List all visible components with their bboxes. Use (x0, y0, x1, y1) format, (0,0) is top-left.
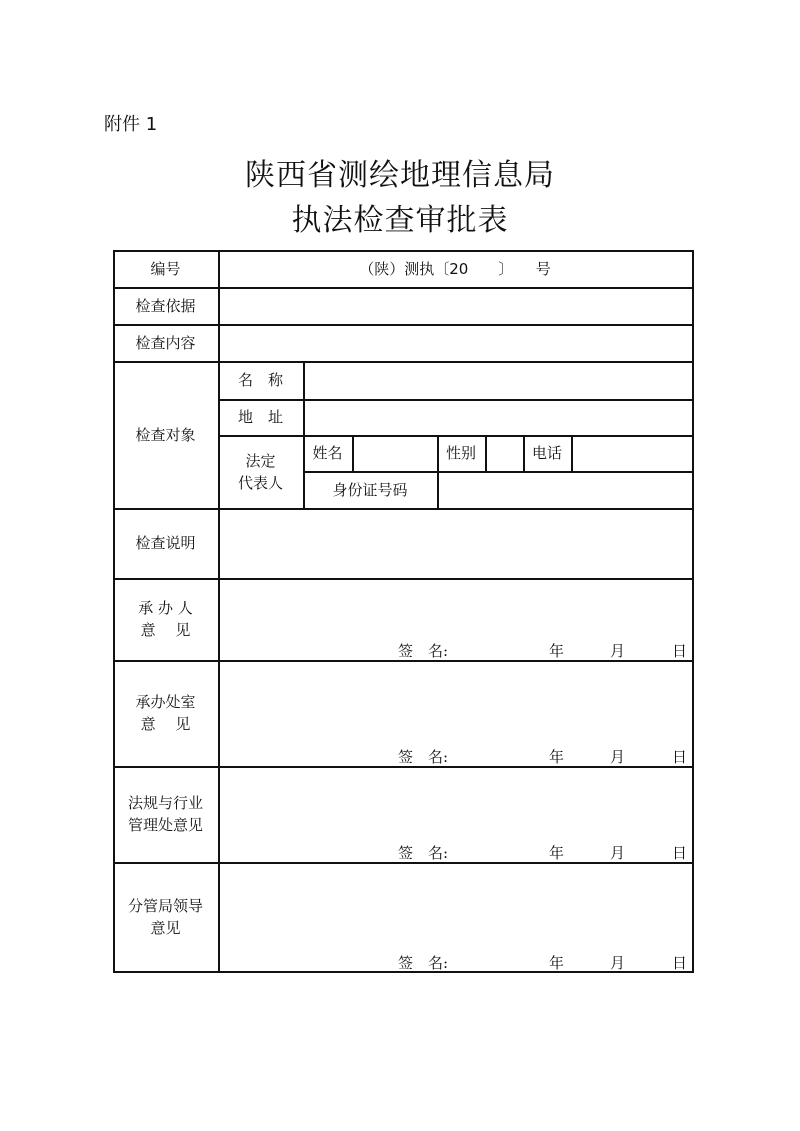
law-dept-opinion-field[interactable] (220, 767, 692, 837)
day-label: 日 (672, 844, 688, 862)
id-number-label: 身份证号码 (332, 480, 408, 499)
year-label: 年 (549, 844, 565, 862)
id-number-field[interactable] (439, 472, 692, 508)
signature-label: 签 名: (398, 642, 449, 660)
leader-opinion-field[interactable] (220, 863, 692, 947)
target-address-label: 地 址 (237, 408, 283, 426)
document-subtitle: 执法检查审批表 (291, 203, 509, 238)
law-dept-opinion-label: 法规与行业 管理处意见 (127, 794, 203, 834)
month-label: 月 (610, 954, 626, 972)
signature-label: 签 名: (398, 748, 449, 766)
handler-opinion-label: 承 办 人 意 见 (138, 599, 193, 639)
target-address-field[interactable] (305, 400, 692, 435)
year-label: 年 (549, 954, 565, 972)
target-name-field[interactable] (305, 362, 692, 399)
attachment-label: 附件 1 (104, 114, 158, 135)
dept-opinion-label: 承办处室 意 见 (135, 693, 196, 733)
gender-field[interactable] (487, 436, 523, 471)
phone-label: 电话 (531, 444, 562, 462)
signature-label: 签 名: (398, 954, 449, 972)
target-label: 检查对象 (135, 425, 196, 444)
content-label: 检查内容 (135, 333, 196, 352)
document-title: 陕西省测绘地理信息局 (245, 158, 555, 193)
handler-opinion-field[interactable] (220, 579, 692, 634)
target-name-label: 名 称 (237, 371, 283, 389)
explain-label: 检查说明 (135, 534, 196, 552)
day-label: 日 (672, 642, 688, 660)
gender-label: 性别 (445, 444, 476, 462)
explain-field[interactable] (220, 509, 692, 578)
basis-field[interactable] (220, 288, 692, 324)
day-label: 日 (672, 954, 688, 972)
year-label: 年 (549, 642, 565, 660)
day-label: 日 (672, 748, 688, 766)
approval-form (113, 250, 694, 973)
rep-name-label: 姓名 (312, 444, 343, 462)
phone-field[interactable] (573, 436, 692, 471)
year-label: 年 (549, 748, 565, 766)
month-label: 月 (610, 844, 626, 862)
table-border-right (692, 250, 694, 973)
leader-opinion-label: 分管局领导 意见 (127, 896, 203, 937)
legal-rep-label: 法定 代表人 (237, 451, 283, 492)
month-label: 月 (610, 642, 626, 660)
basis-label: 检查依据 (135, 296, 196, 315)
content-field[interactable] (220, 325, 692, 361)
serial-label: 编号 (150, 259, 181, 278)
rep-name-field[interactable] (354, 436, 437, 471)
signature-label: 签 名: (398, 844, 449, 862)
month-label: 月 (610, 748, 626, 766)
dept-opinion-field[interactable] (220, 661, 692, 741)
serial-number-field[interactable]: （陕）测执〔20 〕 号 (359, 259, 551, 278)
